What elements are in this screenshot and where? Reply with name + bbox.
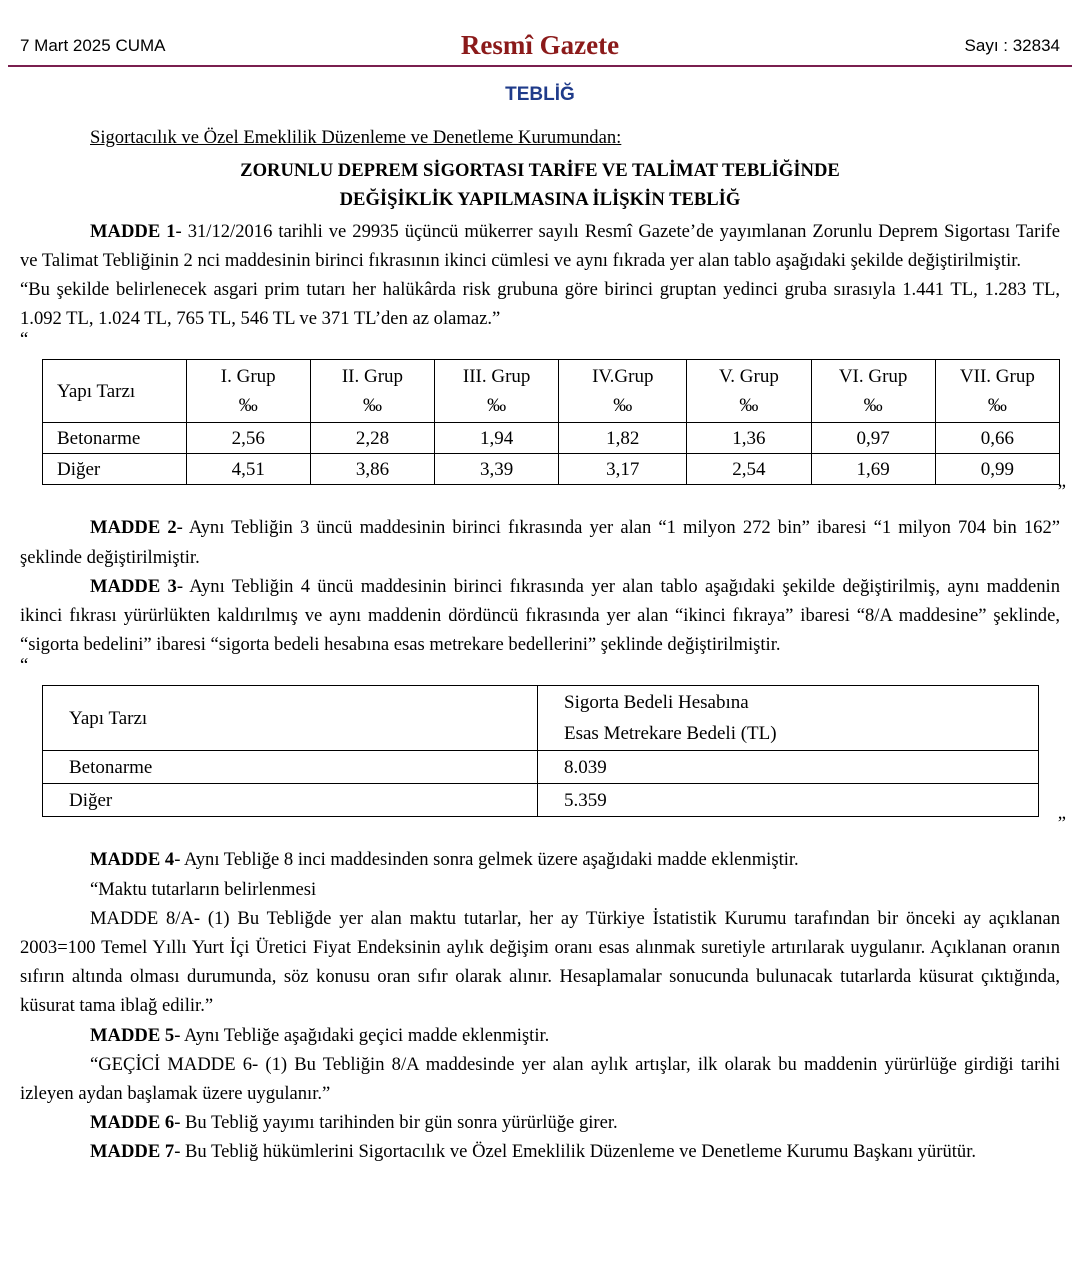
regulation-title	[20, 156, 1060, 214]
premium-rate-table	[42, 359, 1060, 485]
table-row	[43, 454, 1060, 485]
table-cell: 5.359	[538, 784, 1039, 817]
title-line-1: ZORUNLU DEPREM SİGORTASI TARİFE VE TALİMAT TEBLİĞİNDE	[240, 160, 840, 182]
table-cell: 3,86	[310, 454, 434, 485]
gazette-header	[0, 0, 1080, 70]
table-cell: 1,69	[811, 454, 935, 485]
table-cell: 2,54	[687, 454, 811, 485]
table-cell: Diğer	[43, 784, 538, 817]
article-8a-text: MADDE 8/A- (1) Bu Tebliğde yer alan maktu tutarlar, her ay Türkiye İstatistik Kurumu tarafından bir önceki ay açıklanan 2003=100 Temel Yıllı Yurt İçi Üretici Fiyat Endeksinin aylık değişim oranı esas alınmak suretiyle artırılarak uygulanır. Açıklanan oranın sıfırın altında olması durumunda, söz konusu oran sıfır olarak alınır. Hesaplamalar sonucunda bulunacak tutarlarda küsurat çıktığında, küsurat tama iblağ edilir.”	[20, 907, 1060, 1017]
article-text: - Aynı Tebliğin 4 üncü maddesinin birinci fıkrasında yer alan tablo aşağıdaki şekilde değiştirilmiş, aynı maddenin ikinci fıkrası yürürlükten kaldırılmış ve aynı maddenin dördüncü fıkrasında yer alan “ikinci fıkraya” ibaresi “8/A maddesine” şeklinde, “sigorta bedelini” ibaresi “sigorta bedeli hesabına esas metrekare bedellerini” şeklinde değiştirilmiştir.	[20, 575, 1060, 656]
table-header-cell: Sigorta Bedeli Hesabına Esas Metrekare Bedeli (TL)	[538, 686, 1039, 751]
article-label: MADDE 4	[90, 849, 175, 871]
article-text: - 31/12/2016 tarihli ve 29935 üçüncü mükerrer sayılı Resmî Gazete’de yayımlanan Zorunlu Deprem Sigortası Tarife ve Talimat Tebliğinin 2 nci maddesinin birinci fıkrasının ikinci cümlesi ve aynı fıkrada yer alan tablo aşağıdaki şekilde değiştirilmiştir.	[20, 220, 1060, 271]
article-1-quote: “Bu şekilde belirlenecek asgari prim tutarı her halükârda risk grubuna göre birinci gruptan yedinci gruba sırasıyla 1.441 TL, 1.283 TL, 1.092 TL, 1.024 TL, 765 TL, 546 TL ve 371 TL’den az olamaz.”	[20, 279, 1060, 330]
title-line-2: DEĞİŞİKLİK YAPILMASINA İLİŞKİN TEBLİĞ	[339, 189, 741, 211]
table-header-row	[43, 360, 1060, 423]
article-3	[20, 572, 1060, 660]
section-heading: TEBLİĞ	[505, 84, 575, 105]
insured-value-table	[42, 685, 1039, 817]
article-5	[20, 1021, 1060, 1050]
issue-date: 7 Mart 2025 CUMA	[20, 36, 166, 55]
table-cell: 1,36	[687, 423, 811, 454]
table-header-cell: IV.Grup ‰	[559, 360, 687, 423]
issue-number: Sayı : 32834	[964, 36, 1060, 55]
table-header-cell: III. Grup ‰	[435, 360, 559, 423]
table-cell: 3,39	[435, 454, 559, 485]
document-body	[20, 123, 1066, 1167]
close-quote-mark: ”	[1057, 481, 1066, 503]
article-label: MADDE 6	[90, 1112, 175, 1134]
table-cell: 2,56	[186, 423, 310, 454]
header-divider	[8, 65, 1072, 67]
table-header-cell: Yapı Tarzı	[43, 360, 187, 423]
table-header-cell: VII. Grup ‰	[935, 360, 1059, 423]
table-cell: 0,99	[935, 454, 1059, 485]
table-header-cell: V. Grup ‰	[687, 360, 811, 423]
table-header-cell: Yapı Tarzı	[43, 686, 538, 751]
table-header-cell: I. Grup ‰	[186, 360, 310, 423]
article-4	[20, 845, 1060, 874]
table-header-cell: VI. Grup ‰	[811, 360, 935, 423]
close-quote-mark: ”	[1057, 813, 1066, 835]
article-text: - Aynı Tebliğe aşağıdaki geçici madde eklenmiştir.	[174, 1024, 550, 1046]
table-row	[43, 751, 1039, 784]
table-cell: Betonarme	[43, 423, 187, 454]
table-row	[43, 423, 1060, 454]
article-label: MADDE 7	[90, 1141, 175, 1163]
article-text: - Bu Tebliğ yayımı tarihinden bir gün sonra yürürlüğe girer.	[174, 1112, 618, 1134]
article-label: MADDE 5	[90, 1024, 175, 1046]
open-quote-mark: “	[20, 329, 29, 351]
open-quote-mark: “	[20, 655, 29, 677]
article-label: MADDE 2	[90, 517, 177, 539]
table-cell: 1,82	[559, 423, 687, 454]
table-cell: 0,66	[935, 423, 1059, 454]
article-label: MADDE 1	[90, 220, 176, 242]
article-text: - Aynı Tebliğin 3 üncü maddesinin birinci fıkrasında yer alan “1 milyon 272 bin” ibaresi “1 milyon 704 bin 162” şeklinde değiştirilmiştir.	[20, 517, 1060, 568]
table-cell: 2,28	[310, 423, 434, 454]
article-label: MADDE 3	[90, 575, 177, 597]
temporary-article-text: “GEÇİCİ MADDE 6- (1) Bu Tebliğin 8/A maddesinde yer alan aylık artışlar, ilk olarak bu maddenin yürürlüğe girdiği tarihi izleyen aydan başlamak üzere uygulanır.”	[20, 1053, 1060, 1105]
article-text: - Aynı Tebliğe 8 inci maddesinden sonra gelmek üzere aşağıdaki madde eklenmiştir.	[174, 849, 799, 871]
article-1	[20, 217, 1060, 275]
institution-line: Sigortacılık ve Özel Emeklilik Düzenleme ve Denetleme Kurumundan:	[90, 127, 622, 148]
article-7	[20, 1137, 1060, 1166]
table-cell: Diğer	[43, 454, 187, 485]
table-cell: 4,51	[186, 454, 310, 485]
table-cell: 8.039	[538, 751, 1039, 784]
gazette-title: Resmî Gazete	[460, 30, 620, 60]
article-6	[20, 1108, 1060, 1137]
table-cell: Betonarme	[43, 751, 538, 784]
table-row	[43, 784, 1039, 817]
table-cell: 1,94	[435, 423, 559, 454]
table-header-row	[43, 686, 1039, 751]
article-text: - Bu Tebliğ hükümlerini Sigortacılık ve Özel Emeklilik Düzenleme ve Denetleme Kurumu Başkanı yürütür.	[174, 1141, 977, 1163]
table-cell: 3,17	[559, 454, 687, 485]
article-4-subtitle: “Maktu tutarların belirlenmesi	[90, 878, 317, 900]
article-2	[20, 513, 1060, 571]
table-header-cell: II. Grup ‰	[310, 360, 434, 423]
table-cell: 0,97	[811, 423, 935, 454]
